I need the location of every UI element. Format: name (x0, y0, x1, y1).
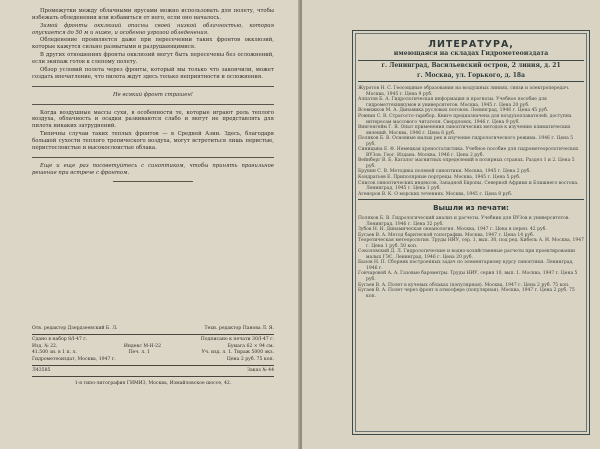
responsible-editor: Отв. редактор Дзердзеевский Б. Л. (32, 326, 118, 331)
typeset-date: Сдано в набор 8/I-47 г. (32, 337, 88, 343)
edition-number: Изд. № 22. (32, 343, 58, 349)
book-entry: Вингенгейм Г. Я. Опыт применения синоптических методов к изучению климатических явлений. Москва, 1946 г. Цена 6 руб. (358, 125, 571, 136)
book-entry: Поляков Б. В. Гидрологический анализ и расчеты. Учебник для ВУЗов и университетов. Ленинград, 1946 г. Цена 32 руб. (358, 216, 570, 227)
book-entry: Агеноров В. К. О морских течениях. Москва, 1945 г. Цена 8 руб. (358, 191, 513, 197)
colophon (32, 326, 274, 388)
book-entry: Теоретическая метеорология. Труды НИУ, сер. 1, вып. 30, под ред. Кибель А. И. Москва, 1947 г. Цена 1 руб. 50 коп. (358, 238, 584, 249)
closing-advice: Еще и еще раз посоветуйтесь с синоптиком, чтобы принять правильное решение при встрече с фронтом. (32, 162, 274, 176)
print-run: Уч. изд. л. 1. Тираж 5000 экз. (201, 350, 274, 356)
colophon-divider (32, 376, 274, 377)
paragraph-italic: Зимой фронты окклюзий опасны своей низкой облачностью, которая опускается до 50 м и ниже, и особенно угрозой обледенения. (32, 22, 274, 36)
book-entry: Гончаровой А. А. Газовые барометры. Труды НИУ, серия 10, вып. 1. Москва, 1947 г. Цена 5 руб. (358, 271, 578, 283)
book-entry: Зубов Н. Н. Динамическая океанология. Москва, 1947 г. Цена в переп. 42 руб. (358, 227, 547, 233)
license-number: Л43585 (32, 368, 51, 374)
address-moscow: г. Москва, ул. Горького, д. 18а (417, 71, 525, 79)
chars-per-sheet: 41.500 зн. в 1 п. л. (32, 350, 77, 356)
paragraph: Обзор условий полета через фронты, который мы только что закончили, может создать впечатление, что пилота ждут здесь только неприятности и осложнения. (32, 66, 274, 80)
book-entry: Ровнин С. В. Стратосто-тарибор. Книге предназначена для воздухоплавателей, доступна интересам массового читателя. Свердловск, 1946 г. Цена 9 руб. (358, 114, 572, 125)
book-list-available (358, 86, 584, 197)
book-entry: Бугаев В. А. Полет через фронт в атмосфере (популярная). Москва, 1947 г. Цена 2 руб. 75 коп. (358, 288, 575, 299)
book-entry: Бугаев В. А. Полет в кучевых облаках (популярная). Москва, 1947 г. Цена 2 руб. 75 коп. (358, 282, 570, 288)
paper-size: Бумага 62 × 94 см. (227, 343, 274, 349)
book-entry: Алпатов Б. А. Гидрологическая информация и прогнозы. Учебное пособие для гидрометтехникумов и университетов. Москва, 1945 г. Цена 20 руб. (358, 97, 547, 108)
slogan: Не всякий фронт страшен! (113, 91, 193, 98)
paragraph: Промежутки между облачными ярусами можно использовать для полету, чтобы избежать обледенения или избавиться от него, если оно началось. (32, 8, 274, 21)
printed-sheets: Печ. л. 1 (128, 350, 150, 356)
printer-line: 1-я типо-литография ГИМИЗ, Москва, Измайловское шоссе, 42. (74, 381, 232, 387)
book-entry: Список синоптических индексов. Западной Европы, Северной Африки и Ближнего востока. Ленинград, 1945 г. Цена 1 руб. (358, 180, 579, 192)
divider (32, 157, 274, 158)
divider (358, 81, 584, 82)
literature-subtitle: имеющаяся на складах Гидрометеоиздата (393, 50, 549, 57)
book-entry: Бызов Н. П. Сборник построенных задач по элементарному курсу синоптики. Ленинград, 1946 г. (358, 260, 574, 271)
order-number: Заказ № 44 (247, 368, 274, 374)
divider (32, 86, 274, 87)
book-entry: Бугаев В. А. Метод баритеской топографии. Москва, 1947 г. Цена 14 руб. (358, 232, 535, 238)
book-list-published (358, 216, 584, 299)
technical-editor: Техн. редактор Панова Л. Я. (204, 326, 274, 331)
section-heading-published: Вышли из печати: (433, 203, 509, 213)
main-text-column (32, 8, 274, 186)
publisher: Гидрометеоиздат, Москва, 1947 г. (32, 356, 116, 362)
index-code: Индекс М-Н-22 (123, 343, 162, 349)
price: Цена 2 руб. 75 коп. (226, 356, 274, 362)
signed-date: Подписано к печати 30/I-47 г. (200, 337, 274, 343)
book-entry: Синицына Е. Ф. Немецкая хроностатистика. Учебное пособие для гидрометеорологических ВУЗов. Геог. Издана. Москва, 1946 г. Цена 2 руб. (358, 147, 579, 158)
paragraph: Обледенение проявляется даже при пересечении таких фронтов окклюзий, которые кажутся сильно размытыми и разрушающимися. (32, 37, 274, 51)
book-entry: Брунин С. В. Методика полевой синоптики. Москва, 1945 г. Цена 2 руб. (358, 169, 531, 175)
colophon-divider (32, 365, 274, 366)
book-entry: Соколовский Д. Л. Гидрологические и водно-хозяйственные расчеты при проектировании малых ГЭС. Ленинград, 1946 г. Цена 20 руб. (358, 249, 575, 260)
colophon-divider (32, 334, 274, 335)
book-entry: Поляков Б. В. Основные малых рек и изучение гидрологического режима. 1946 г. Цена 5 руб. (358, 136, 574, 147)
divider-short (113, 181, 193, 182)
address-leningrad: г. Ленинград, Васильевский остров, 2 линия, д. 21 (381, 62, 561, 70)
literature-advert-frame (352, 30, 590, 435)
divider (358, 60, 584, 61)
literature-title: ЛИТЕРАТУРА, (428, 39, 514, 50)
divider (32, 104, 274, 105)
book-entry: Всевижков М. А. Динамика русловых потоков. Ленинград, 1946 г. Цена 45 руб. (358, 108, 549, 114)
book-entry: Журотов Н. С. Геосоидные образования на воздушных линиях, связи и электропередач. Москва, 1945 г. Цена 9 руб. (358, 86, 570, 97)
book-entry: Кондратьев Е. Приполярные портрецы. Москва, 1945 г. Цена 5 руб. (358, 175, 521, 181)
paragraph: В других отношениях фронты окклюзий могут быть пересечены без осложнений, если экипаж готов к слепому полету. (32, 52, 274, 66)
divider (358, 199, 584, 200)
book-entry: Вейнберг В. Б. Каталог магнитных определений в полярных странах. Раздел 1 и 2. Цена 5 руб. (358, 158, 575, 169)
paragraph: Типичны случаи таких теплых фронтов — в Средней Азии. Здесь, благодаря большой сухости теплого тропического воздуха, могут встретиться лишь перистые, перистослоистые и высокослоистые облака. (32, 131, 274, 151)
paragraph: Когда воздушные массы сухи, в особенности те, которые играют роль теплого воздуха, облачность и осадки развиваются слабо и могут не представлять для пилота никаких затруднений. (32, 109, 274, 130)
